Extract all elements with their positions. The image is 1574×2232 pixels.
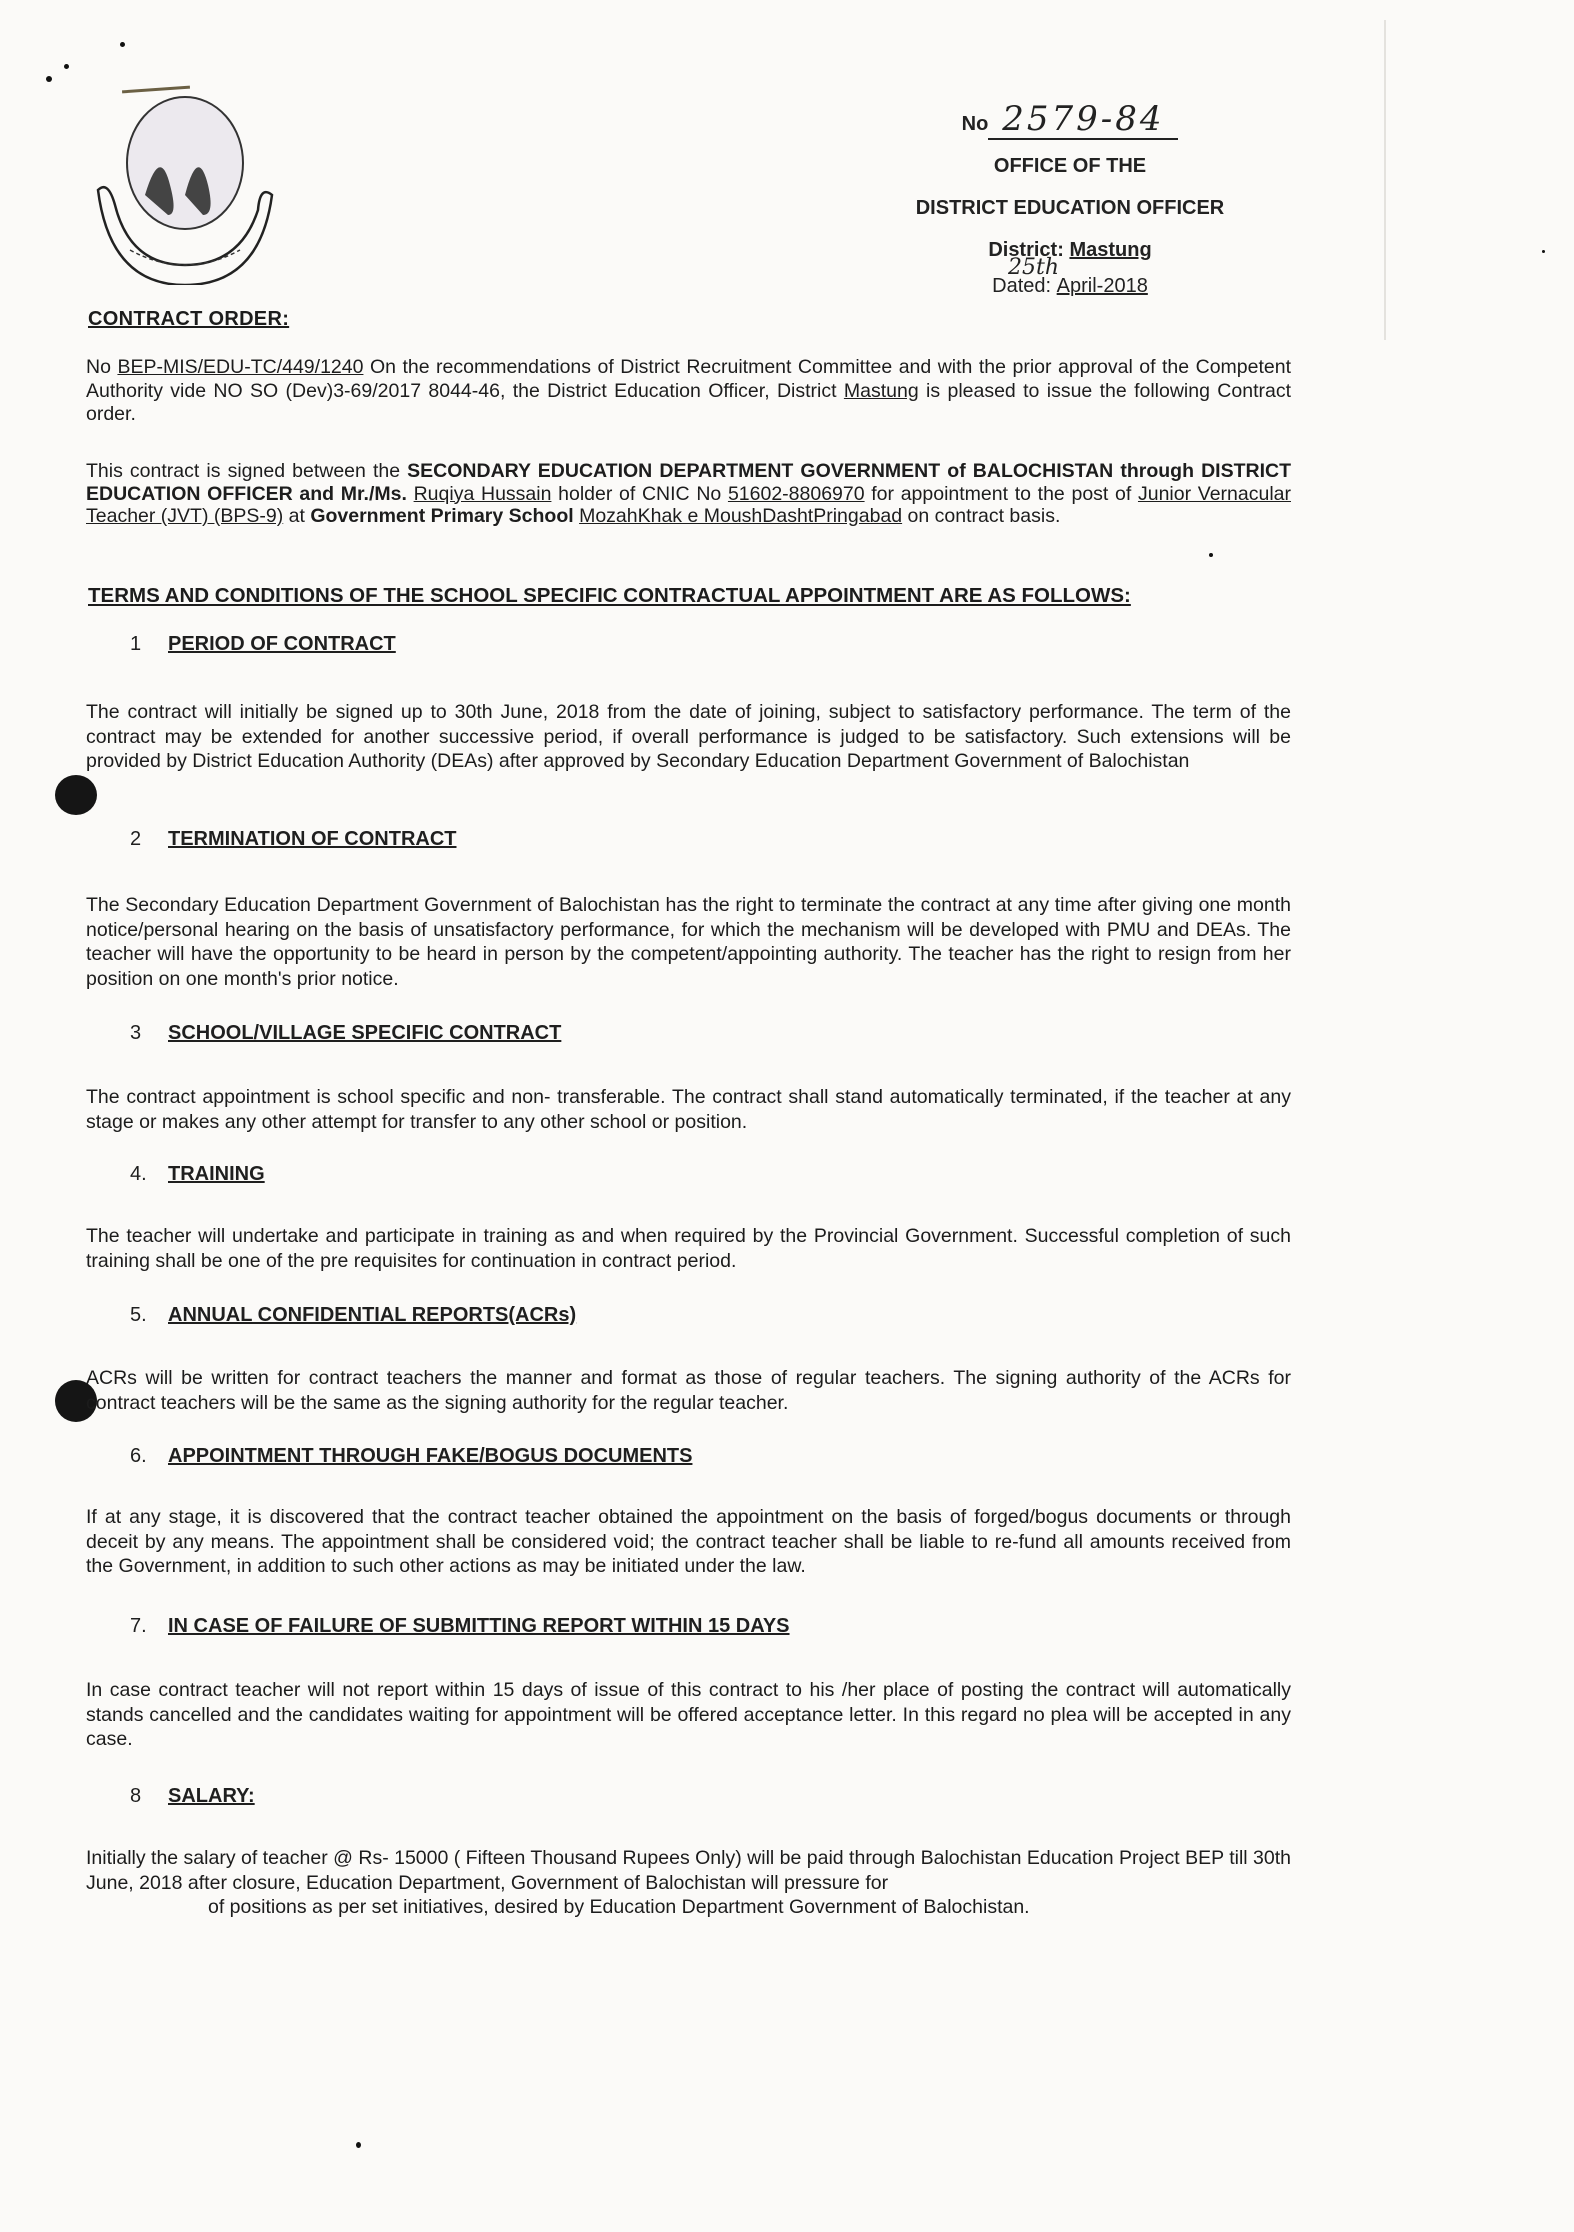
salary-text-line-1: Initially the salary of teacher @ Rs- 15000 ( Fifteen Thousand Rupees Only) will be paid through Balochistan Education Project BEP till 30th June, 2018 after closure, Education Department, Government of Balochistan will pressure for bbox=[86, 1847, 1291, 1894]
section-title: TERMINATION OF CONTRACT bbox=[168, 828, 457, 850]
contract-order-title: CONTRACT ORDER: bbox=[88, 308, 290, 330]
section-6-body: If at any stage, it is discovered that the contract teacher obtained the appointment on the basis of forged/bogus documents or through deceit by any means. The appointment shall be considered void; the contract teacher shall be liable to re-fund all amounts received from the Government, in addition to such other actions as may be initiated under the law. bbox=[86, 1506, 1291, 1577]
dated-label: Dated: bbox=[992, 275, 1052, 297]
section-number: 2 bbox=[130, 828, 142, 850]
intro-district: Mastung bbox=[843, 379, 919, 402]
scan-speck bbox=[46, 76, 52, 82]
section-number: 1 bbox=[130, 633, 142, 655]
school-type: Government Primary School bbox=[310, 505, 574, 527]
section-number: 3 bbox=[130, 1022, 142, 1044]
section-title: SCHOOL/VILLAGE SPECIFIC CONTRACT bbox=[168, 1022, 562, 1044]
section-2-heading bbox=[130, 828, 457, 851]
scan-speck bbox=[64, 64, 69, 69]
scan-speck bbox=[356, 2142, 361, 2148]
post-title: Junior Vernacular Teacher (JVT) (BPS-9) bbox=[86, 482, 1291, 527]
salary-text-line-2: of positions as per set initiatives, desired by Education Department Government of Balochistan. bbox=[208, 1896, 1030, 1918]
scan-speck bbox=[1209, 553, 1213, 557]
section-1-heading bbox=[130, 633, 396, 656]
section-title: PERIOD OF CONTRACT bbox=[168, 633, 396, 655]
section-title: IN CASE OF FAILURE OF SUBMITTING REPORT WITHIN 15 DAYS bbox=[168, 1615, 790, 1637]
section-7-body: In case contract teacher will not report within 15 days of issue of this contract to his /her place of posting the contract will automatically stands cancelled and the candidates waiting for appointment will be offered acceptance letter. In this regard no plea will be accepted in any case. bbox=[86, 1679, 1291, 1750]
section-number: 6. bbox=[130, 1445, 147, 1467]
intro-paragraph bbox=[86, 356, 1291, 427]
section-number: 4. bbox=[130, 1163, 147, 1185]
intro-text-end: is pleased to issue the following Contract order. bbox=[86, 379, 1291, 425]
parties-text-5: on contract basis. bbox=[902, 505, 1061, 527]
section-2-body: The Secondary Education Department Government of Balochistan has the right to terminate the contract at any time after giving one month notice/personal hearing on the basis of unsatisfactory performance, for which the mechanism will be developed with PMU and DEAs. The teacher will have the opportunity to be heard in person by the competent/appointing authority. The teacher has the right to resign from her position on one month's prior notice. bbox=[86, 894, 1291, 990]
number-label: No bbox=[961, 113, 989, 135]
office-line-2: DISTRICT EDUCATION OFFICER bbox=[915, 197, 1225, 219]
parties-text-3: for appointment to the post of bbox=[864, 482, 1138, 505]
terms-title: TERMS AND CONDITIONS OF THE SCHOOL SPECIFIC CONTRACTUAL APPOINTMENT ARE AS FOLLOWS: bbox=[88, 584, 1131, 607]
section-6-heading bbox=[130, 1445, 692, 1468]
section-5-body: ACRs will be written for contract teachers the manner and format as those of regular teachers. The signing authority of the ACRs for contract teachers will be the same as the signing authority for the regular teacher. bbox=[86, 1367, 1291, 1414]
section-title: TRAINING bbox=[168, 1163, 265, 1185]
section-title: SALARY: bbox=[168, 1785, 255, 1807]
department-name: SECONDARY EDUCATION DEPARTMENT GOVERNMENT of BALOCHISTAN through DISTRICT EDUCATION OFFICER and Mr./Ms. bbox=[86, 460, 1291, 505]
office-line-1: OFFICE OF THE bbox=[993, 155, 1147, 177]
section-8-heading bbox=[130, 1785, 255, 1808]
reference-code: BEP-MIS/EDU-TC/449/1240 bbox=[117, 356, 364, 378]
section-7-heading bbox=[130, 1615, 790, 1638]
section-title: APPOINTMENT THROUGH FAKE/BOGUS DOCUMENTS bbox=[168, 1445, 693, 1467]
office-header bbox=[870, 100, 1270, 307]
district-label: District: bbox=[988, 239, 1064, 261]
section-3-body: The contract appointment is school specific and non- transferable. The contract shall stand automatically terminated, if the teacher at any stage or makes any other attempt for transfer to any other school or position. bbox=[86, 1086, 1291, 1133]
section-5-heading bbox=[130, 1304, 576, 1327]
section-4-body: The teacher will undertake and participate in training as and when required by the Provincial Government. Successful completion of such training shall be one of the pre requisites for continuation in contract period. bbox=[86, 1225, 1291, 1272]
ref-prefix: No bbox=[86, 356, 111, 378]
section-number: 7. bbox=[130, 1615, 147, 1637]
section-1-body: The contract will initially be signed up to 30th June, 2018 from the date of joining, subject to satisfactory performance. The term of the contract may be extended for another successive period, if overall performance is judged to be satisfactory. Such extensions will be provided by District Education Authority (DEAs) after approved by Secondary Education Department Government of Balochistan bbox=[86, 701, 1291, 772]
appointee-name: Ruqiya Hussain bbox=[413, 482, 552, 505]
scan-speck bbox=[120, 42, 125, 47]
handwritten-reference-number: 2579-84 bbox=[988, 100, 1178, 140]
section-number: 5. bbox=[130, 1304, 147, 1326]
section-8-body bbox=[86, 1846, 1291, 1920]
parties-text-2: holder of CNIC No bbox=[551, 482, 728, 505]
intro-text: On the recommendations of District Recruitment Committee and with the prior approval of the Competent Authority vide NO SO (Dev)3-69/2017 8044-46, the District Education Officer, District bbox=[86, 356, 1291, 402]
parties-paragraph bbox=[86, 460, 1291, 528]
cnic-number: 51602-8806970 bbox=[727, 482, 865, 505]
school-name: MozahKhak e MoushDashtPringabad bbox=[579, 505, 903, 527]
parties-text-4: at bbox=[283, 505, 311, 527]
section-number: 8 bbox=[130, 1785, 142, 1807]
punch-hole-mark bbox=[55, 775, 97, 815]
section-4-heading bbox=[130, 1163, 265, 1186]
dated-value: April-2018 bbox=[1056, 275, 1148, 297]
handwritten-day: 25th bbox=[1008, 255, 1060, 280]
date-line bbox=[870, 255, 1270, 307]
district-value: Mastung bbox=[1069, 239, 1152, 261]
page-edge-shadow bbox=[1384, 20, 1386, 340]
reference-number-line bbox=[870, 100, 1270, 145]
section-3-heading bbox=[130, 1022, 561, 1045]
balochistan-emblem-icon bbox=[90, 85, 280, 285]
section-title: ANNUAL CONFIDENTIAL REPORTS(ACRs) bbox=[168, 1304, 577, 1326]
parties-text: This contract is signed between the bbox=[86, 460, 408, 482]
scan-speck bbox=[1542, 250, 1545, 253]
